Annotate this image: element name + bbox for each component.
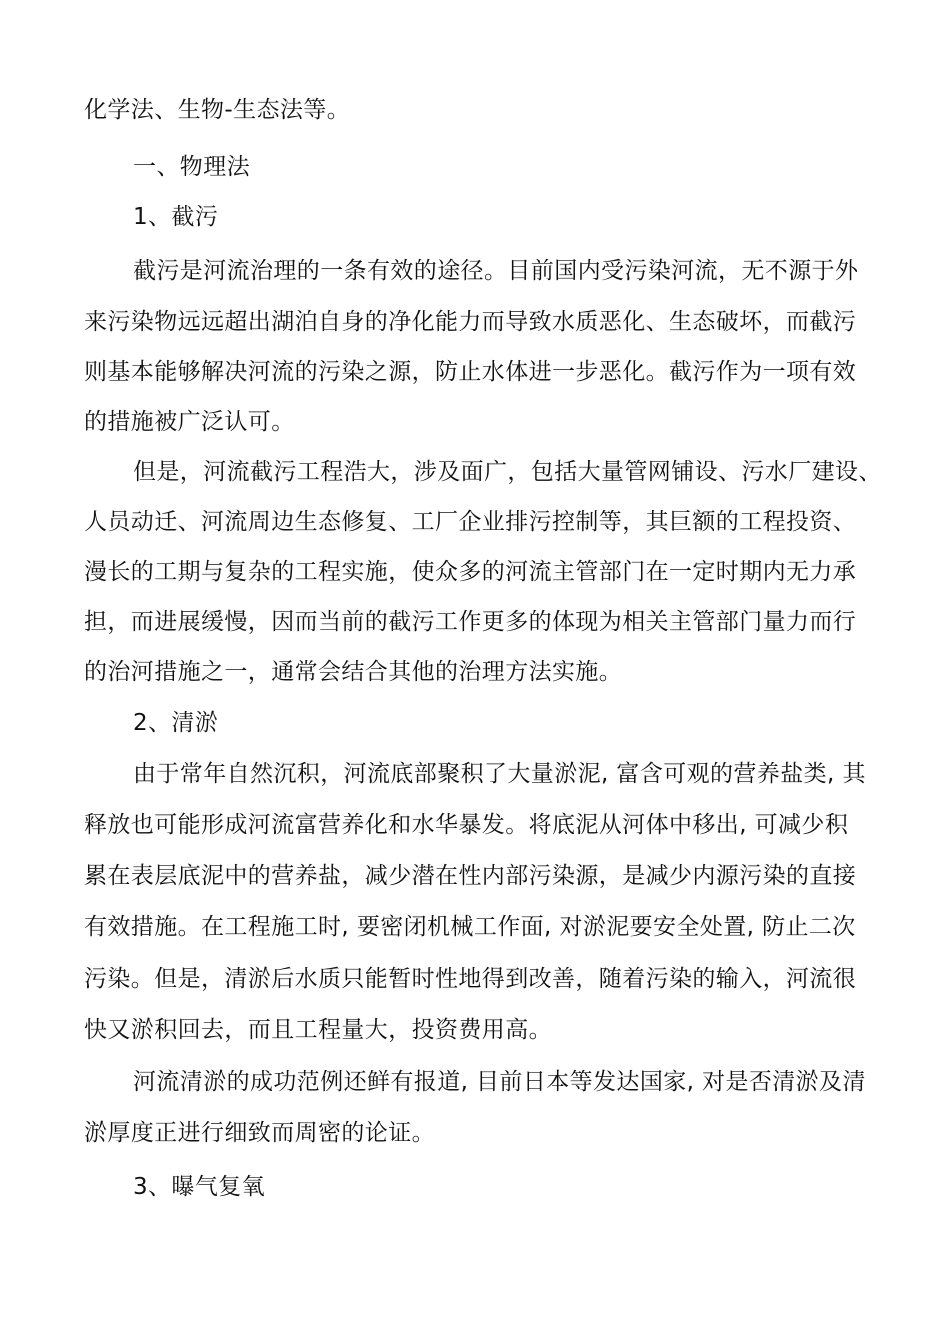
paragraph-line: 则基本能够解决河流的污染之源，防止水体进一步恶化。截污作为一项有效: [84, 359, 857, 385]
paragraph-line: 快又淤积回去，而且工程量大，投资费用高。: [84, 1017, 552, 1043]
subsection-heading-dredging: 2、清淤: [133, 710, 219, 736]
paragraph-line: 有效措施。在工程施工时, 要密闭机械工作面, 对淤泥要安全处置, 防止二次: [84, 914, 856, 940]
subsection-heading-aeration: 3、曝气复氧: [133, 1174, 266, 1200]
paragraph-line: 但是，河流截污工程浩大，涉及面广，包括大量管网铺设、污水厂建设、: [133, 459, 882, 485]
paragraph-line: 释放也可能形成河流富营养化和水华暴发。将底泥从河体中移出, 可减少积: [84, 812, 849, 838]
section-heading-physical-method: 一、物理法: [133, 154, 250, 180]
paragraph-line: 的措施被广泛认可。: [84, 409, 295, 435]
paragraph-line: 淤厚度正进行细致而周密的论证。: [84, 1120, 435, 1146]
subsection-heading-interception: 1、截污: [133, 204, 219, 230]
paragraph-line: 截污是河流治理的一条有效的途径。目前国内受污染河流，无不源于外: [133, 258, 859, 284]
paragraph-line: 来污染物远远超出湖泊自身的净化能力而导致水质恶化、生态破坏，而截污: [84, 309, 857, 335]
paragraph-line: 漫长的工期与复杂的工程实施，使众多的河流主管部门在一定时期内无力承: [84, 559, 857, 585]
paragraph-line: 由于常年自然沉积，河流底部聚积了大量淤泥, 富含可观的营养盐类, 其: [133, 761, 866, 787]
paragraph-line: 河流清淤的成功范例还鲜有报道, 目前日本等发达国家, 对是否清淤及清: [133, 1069, 866, 1095]
paragraph-line: 担，而进展缓慢，因而当前的截污工作更多的体现为相关主管部门量力而行: [84, 609, 857, 635]
paragraph-line: 人员动迁、河流周边生态修复、工厂企业排污控制等，其巨额的工程投资、: [84, 509, 857, 535]
paragraph-line: 累在表层底泥中的营养盐，减少潜在性内部污染源，是减少内源污染的直接: [84, 863, 857, 889]
intro-line: 化学法、生物-生态法等。: [84, 97, 351, 123]
paragraph-line: 污染。但是，清淤后水质只能暂时性地得到改善，随着污染的输入，河流很: [84, 966, 857, 992]
paragraph-line: 的治河措施之一，通常会结合其他的治理方法实施。: [84, 659, 623, 685]
